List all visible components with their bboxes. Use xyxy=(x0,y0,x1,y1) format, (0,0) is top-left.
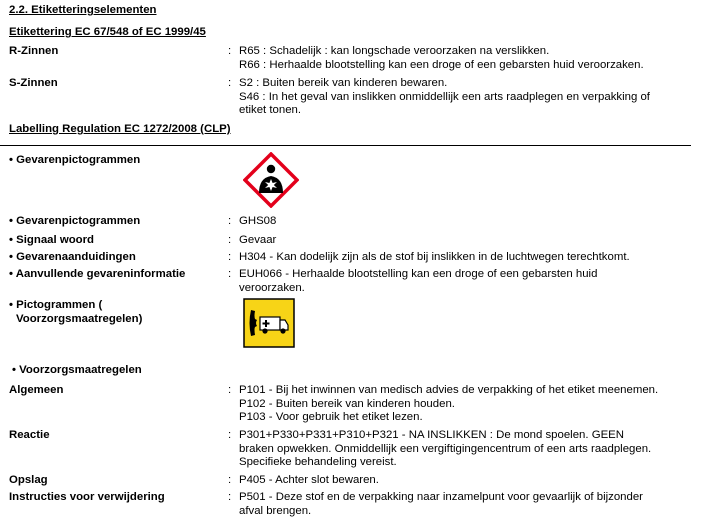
precaution-line: Specifieke behandeling vereist. xyxy=(239,456,397,468)
clp-row-value: H304 - Kan dodelijk zijn als de stof bij inslikken in de luchtwegen terechtkomt. xyxy=(239,251,630,263)
precaution-line: P301+P330+P331+P310+P321 - NA INSLIKKEN : De mond spoelen. GEEN xyxy=(239,429,624,441)
precaution-line: P103 - Voor gebruik het etiket lezen. xyxy=(239,411,423,423)
clp-row-label: • Signaal woord xyxy=(9,234,94,246)
clp-row-value: veroorzaken. xyxy=(239,282,305,294)
precaution-line: afval brengen. xyxy=(239,505,312,517)
precaution-line: P405 - Achter slot bewaren. xyxy=(239,474,379,486)
clp-row-label: • Gevarenpictogrammen xyxy=(9,215,141,227)
ec67-heading: Etikettering EC 67/548 of EC 1999/45 xyxy=(9,26,206,38)
precaution-line: braken opwekken. Onmiddellijk een vergiftigingencentrum of een arts raadplegen. xyxy=(239,443,652,455)
r-phrase: R65 : Schadelijk : kan longschade veroorzaken na verslikken. xyxy=(239,45,550,57)
r-phrases-label: R-Zinnen xyxy=(9,45,59,57)
clp-row-value: Gevaar xyxy=(239,234,277,246)
precaution-category: Reactie xyxy=(9,429,50,441)
s-phrase: etiket tonen. xyxy=(239,104,302,116)
divider xyxy=(0,145,691,146)
phone-ambulance-icon xyxy=(243,298,295,348)
s-phrase: S46 : In het geval van inslikken onmiddellijk een arts raadplegen en verpakking of xyxy=(239,91,650,103)
precaution-pictograms-label: • Pictogrammen ( xyxy=(9,299,103,311)
r-phrase: R66 : Herhaalde blootstelling kan een droge of een gebarsten huid veroorzaken. xyxy=(239,59,644,71)
colon: : xyxy=(228,234,232,246)
colon: : xyxy=(228,491,232,503)
colon: : xyxy=(228,251,232,263)
colon: : xyxy=(228,384,232,396)
precaution-line: P501 - Deze stof en de verpakking naar inzamelpunt voor gevaarlijk of bijzonder xyxy=(239,491,643,503)
precaution-line: P102 - Buiten bereik van kinderen houden. xyxy=(239,398,455,410)
colon: : xyxy=(228,77,232,89)
precaution-category: Instructies voor verwijdering xyxy=(9,491,165,503)
colon: : xyxy=(228,429,232,441)
colon: : xyxy=(228,474,232,486)
pictograms-label: • Gevarenpictogrammen xyxy=(9,154,141,166)
clp-row-value: GHS08 xyxy=(239,215,277,227)
clp-heading: Labelling Regulation EC 1272/2008 (CLP) xyxy=(9,123,231,135)
ghs08-health-hazard-icon xyxy=(243,152,299,208)
s-phrases-label: S-Zinnen xyxy=(9,77,58,89)
precaution-category: Algemeen xyxy=(9,384,64,396)
precautions-title: • Voorzorgsmaatregelen xyxy=(12,364,142,376)
clp-row-label: • Aanvullende gevareninformatie xyxy=(9,268,186,280)
colon: : xyxy=(228,268,232,280)
s-phrase: S2 : Buiten bereik van kinderen bewaren. xyxy=(239,77,448,89)
precaution-category: Opslag xyxy=(9,474,48,486)
clp-row-value: EUH066 - Herhaalde blootstelling kan een droge of een gebarsten huid xyxy=(239,268,598,280)
section-title: 2.2. Etiketteringselementen xyxy=(9,4,157,16)
colon: : xyxy=(228,215,232,227)
colon: : xyxy=(228,45,232,57)
clp-row-label: • Gevarenaanduidingen xyxy=(9,251,136,263)
precaution-pictograms-label: Voorzorgsmaatregelen) xyxy=(16,313,143,325)
precaution-line: P101 - Bij het inwinnen van medisch advies de verpakking of het etiket meenemen. xyxy=(239,384,659,396)
